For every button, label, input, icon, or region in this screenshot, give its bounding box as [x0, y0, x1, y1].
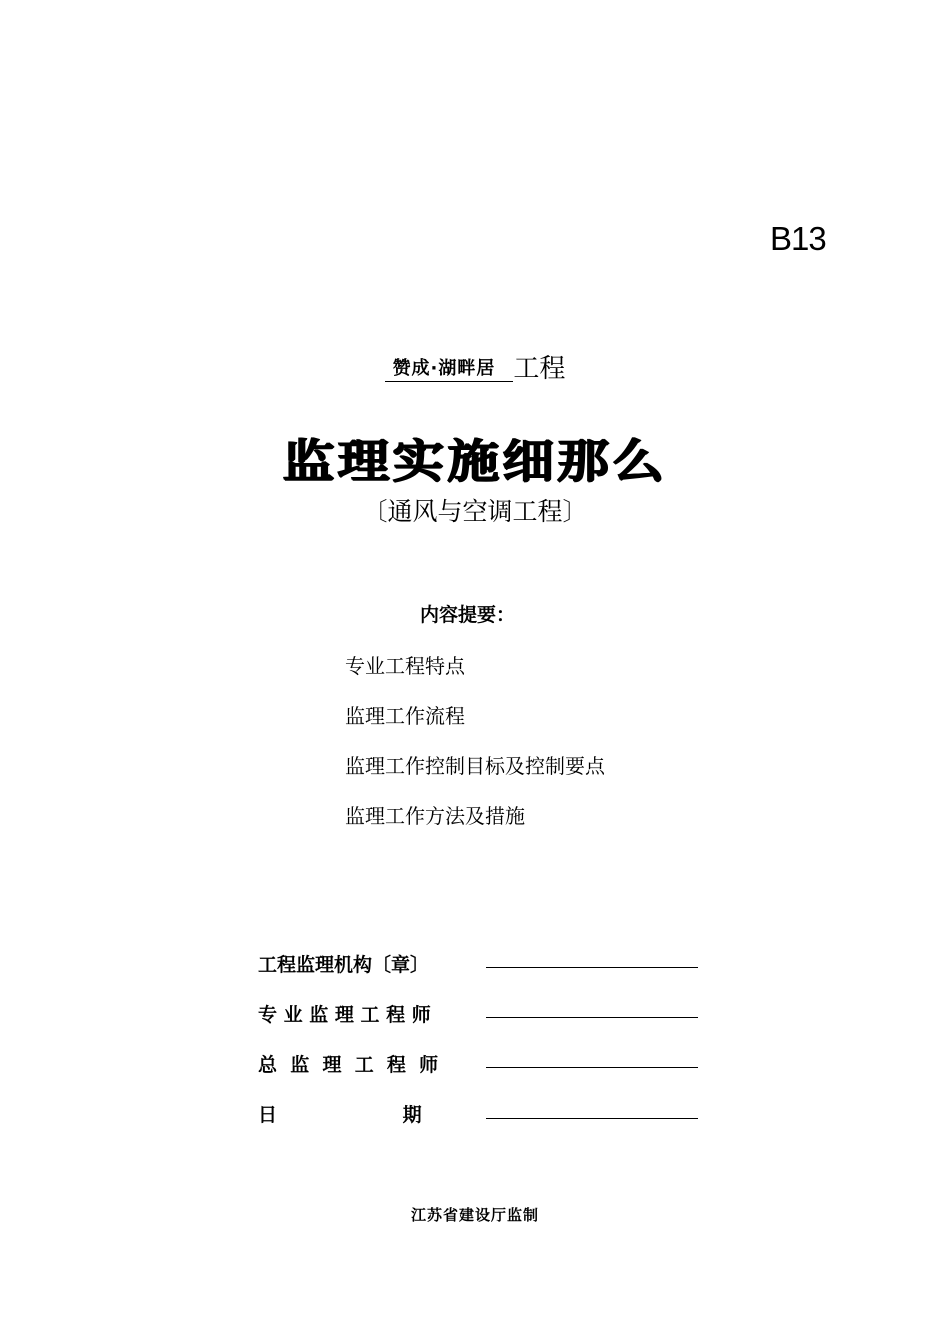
supervision-org-line	[486, 967, 698, 968]
summary-item: 监理工作控制目标及控制要点	[345, 754, 605, 778]
date-line	[486, 1118, 698, 1119]
main-title: 监理实施细那么	[282, 434, 668, 488]
summary-item: 专业工程特点	[345, 654, 465, 678]
document-code: B13	[770, 220, 826, 257]
chief-engineer-line	[486, 1067, 698, 1068]
date-label: 日 期	[258, 1104, 422, 1126]
summary-heading: 内容提要：	[420, 604, 516, 626]
specialist-engineer-label: 专 业 监 理 工 程 师	[258, 1004, 431, 1026]
summary-item: 监理工作流程	[345, 704, 465, 728]
sub-title: 〔通风与空调工程〕	[362, 497, 588, 526]
supervision-org-label: 工程监理机构〔章〕	[258, 954, 430, 976]
project-suffix: 工程	[513, 354, 566, 384]
project-line	[0, 348, 950, 385]
summary-item: 监理工作方法及措施	[345, 804, 525, 828]
chief-engineer-label: 总 监 理 工 程 师	[258, 1054, 439, 1076]
project-name: 赞成·湖畔居	[385, 354, 514, 382]
issuer-footer: 江苏省建设厅监制	[410, 1206, 539, 1224]
specialist-engineer-line	[486, 1017, 698, 1018]
